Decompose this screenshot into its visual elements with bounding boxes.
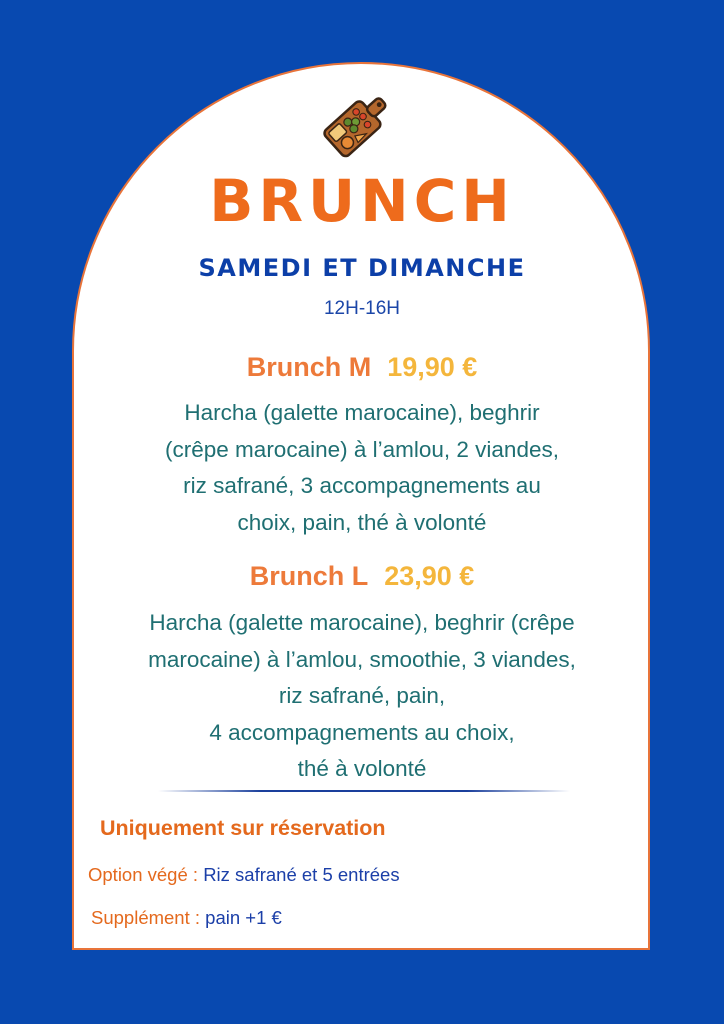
description-line: choix, pain, thé à volonté <box>237 509 487 535</box>
reservation-notice: Uniquement sur réservation <box>100 816 386 840</box>
charcuterie-board-icon <box>312 84 396 168</box>
description-line: riz safrané, pain, <box>278 683 446 708</box>
section-divider <box>158 790 570 792</box>
menu-item-price: 19,90 € <box>387 352 478 382</box>
opening-hours: 12H-16H <box>323 298 401 319</box>
description-line: (crêpe marocaine) à l’amlou, 2 viandes, <box>165 436 559 462</box>
brunch-title: BRUNCH <box>209 167 515 235</box>
option-label: Option végé : <box>88 864 204 885</box>
menu-item-brunch-m-description <box>86 395 638 541</box>
days-subtitle: SAMEDI ET DIMANCHE <box>198 254 526 282</box>
menu-item-name: Brunch M <box>246 352 372 382</box>
description-line: riz safrané, 3 accompagnements au <box>183 473 541 498</box>
menu-item-brunch-m-heading <box>0 354 724 381</box>
description-line: Harcha (galette marocaine), beghrir (crêpe <box>149 610 575 635</box>
option-value: pain +1 € <box>205 907 282 928</box>
menu-item-name: Brunch L <box>249 561 369 591</box>
option-label: Supplément : <box>91 907 206 928</box>
description-line: marocaine) à l’amlou, smoothie, 3 viandes, <box>148 646 576 672</box>
option-value: Riz safrané et 5 entrées <box>203 864 400 885</box>
description-line: thé à volonté <box>297 756 427 781</box>
menu-item-brunch-l-description <box>86 605 638 788</box>
description-line: Harcha (galette marocaine), beghrir <box>184 400 540 425</box>
menu-item-brunch-l-heading <box>0 563 724 590</box>
supplement-option <box>91 909 282 928</box>
veggie-option <box>88 866 400 885</box>
menu-item-price: 23,90 € <box>384 561 475 591</box>
description-line: 4 accompagnements au choix, <box>209 719 515 745</box>
